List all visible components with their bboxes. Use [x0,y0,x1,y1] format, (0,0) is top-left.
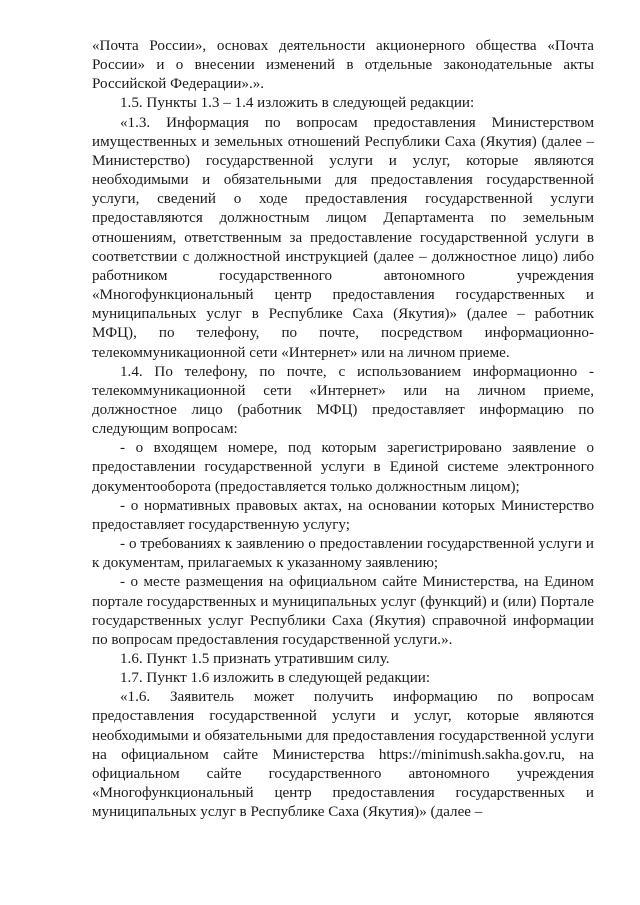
list-item-requirements: - о требованиях к заявлению о предоставлении государственной услуги и к документам, прилагаемых к указанному заявлению; [92,536,594,572]
paragraph-item-1-3: «1.3. Информация по вопросам предоставления Министерством имущественных и земельных отношений Республики Саха (Якутия) (далее – Министерство) государственной услуги и услуг, которые являются необходимыми и обязательными для предоставления государственной услуги, сведений о ходе предоставления государственной услуги предоставляются должностным лицом Департамента по земельным отношениям, ответственным за предоставление государственной услуги в соответствии с должностной инструкцией (далее – должностное лицо) либо работником государственного автономного учреждения «Многофункциональный центр предоставления государственных и муниципальных услуг в Республике Саха (Якутия)» (далее – работник МФЦ), по телефону, по почте, посредством информационно-телекоммуникационной сети «Интернет» или на личном приеме. [92,114,594,361]
paragraph-item-1-5: 1.5. Пункты 1.3 – 1.4 изложить в следующей редакции: [120,95,475,112]
paragraph-continuation: «Почта России», основах деятельности акционерного общества «Почта России» и о внесении изменений в отдельные законодательные акты Российской Федерации».». [92,38,594,93]
list-item-incoming-number: - о входящем номере, под которым зарегистрировано заявление о предоставлении государственной услуги в Единой системе электронного документооборота (предоставляется только должностным лицом); [92,440,594,495]
list-item-website-info: - о месте размещения на официальном сайте Министерства, на Едином портале государственных и муниципальных услуг (функций) и (или) Портале государственных услуг Республики Саха (Якутия) справочной информации по вопросам предоставления государственной услуги.». [92,574,594,648]
paragraph-item-1-6-text: «1.6. Заявитель может получить информацию по вопросам предоставления государственной услуги и услуг, которые являются необходимыми и обязательными для предоставления государственной услуги на официальном сайте Министерства https://minimush.sakha.gov.ru, на официальном сайте государственного автономного учреждения «Многофункциональный центр предоставления государственных и муниципальных услуг в Республике Саха (Якутия)» (далее – [92,689,594,821]
document-page [92,37,594,822]
paragraph-item-1-7: 1.7. Пункт 1.6 изложить в следующей редакции: [120,670,431,687]
list-item-legal-acts: - о нормативных правовых актах, на основании которых Министерство предоставляет государственную услугу; [92,497,594,533]
paragraph-item-1-6: 1.6. Пункт 1.5 признать утратившим силу. [120,651,390,667]
paragraph-item-1-4: 1.4. По телефону, по почте, с использованием информационно - телекоммуникационной сети «Интернет» или на личном приеме, должностное лицо (работник МФЦ) предоставляет информацию по следующим вопросам: [92,363,594,438]
